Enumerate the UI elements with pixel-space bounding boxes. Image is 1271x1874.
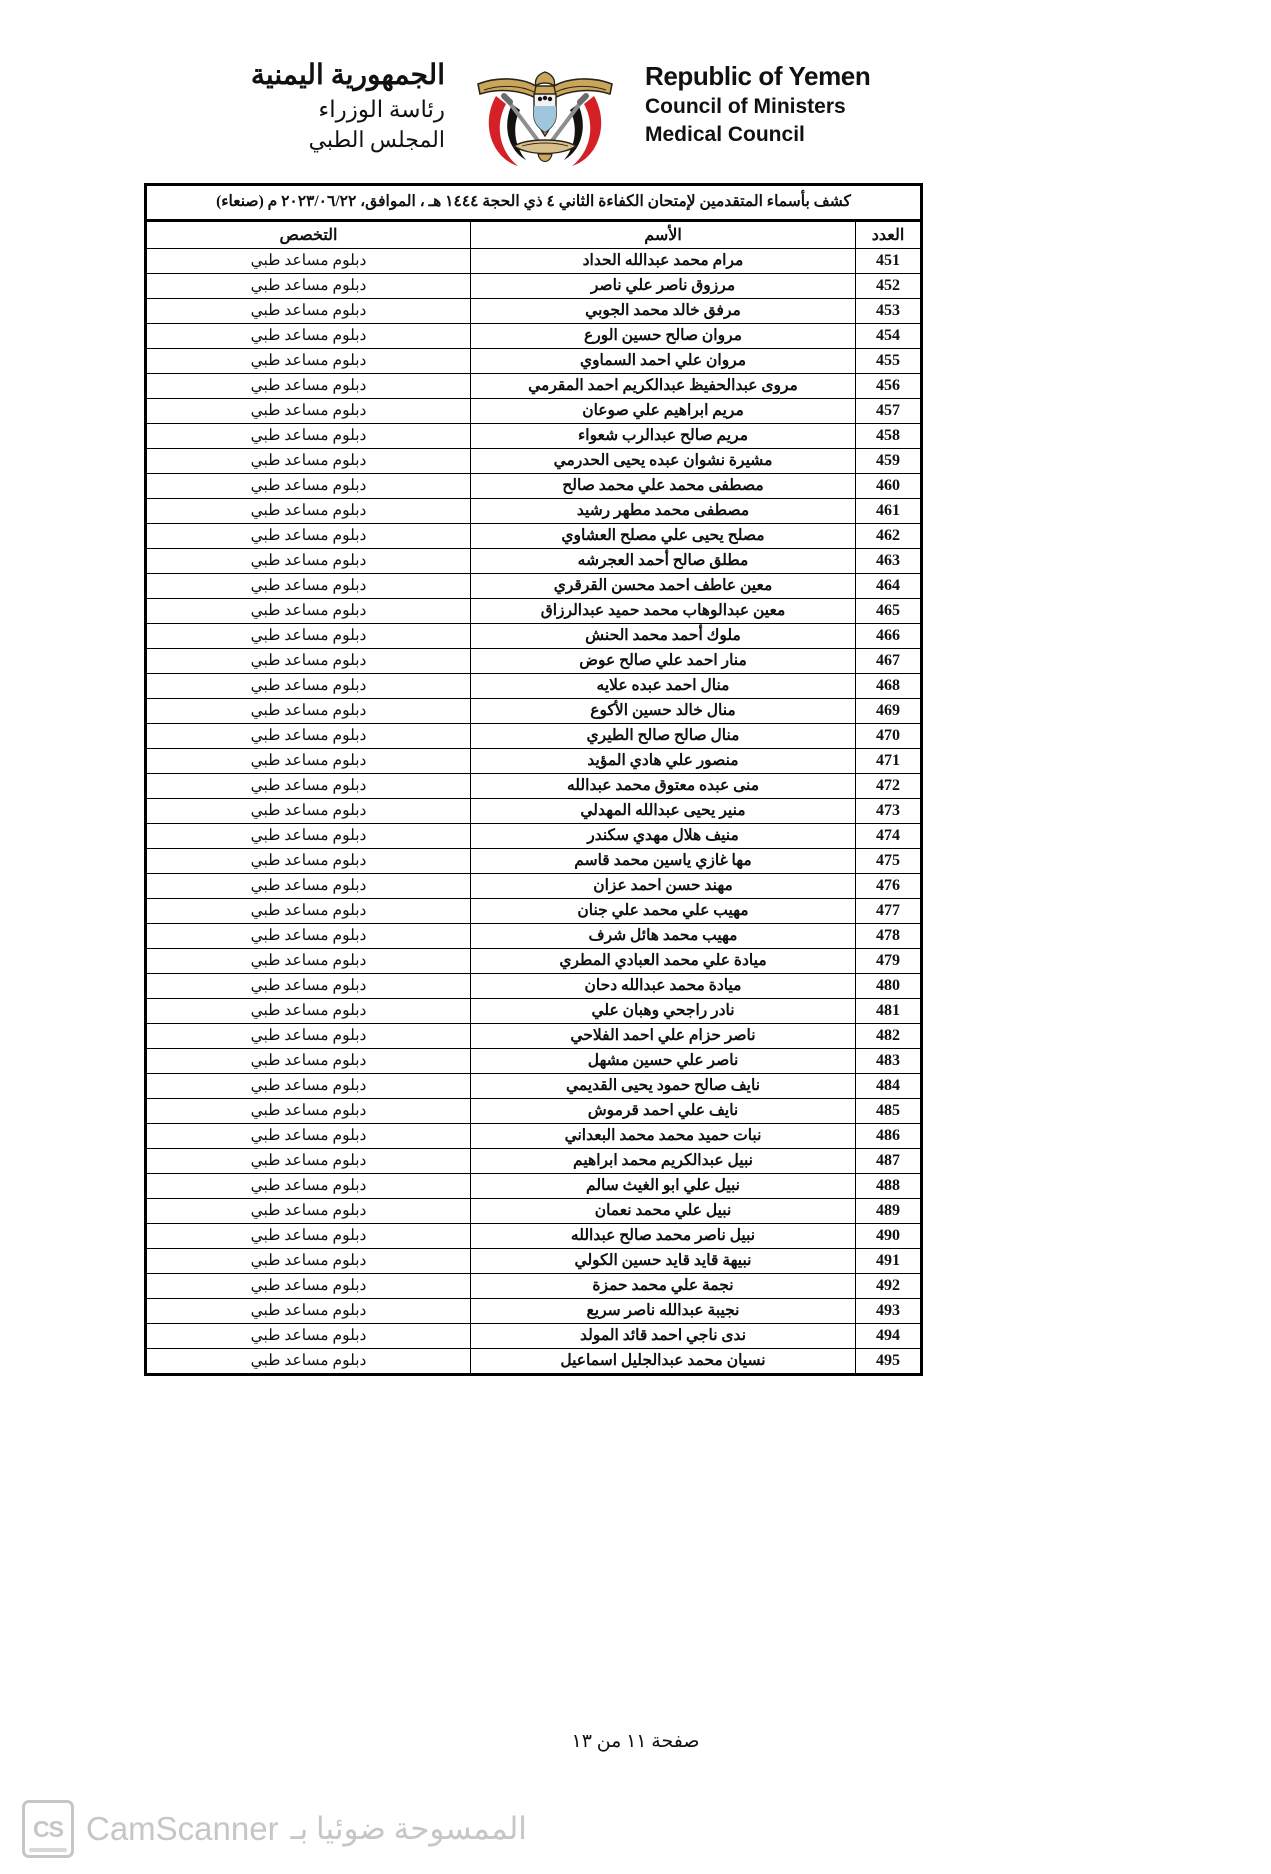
cell-name: منال صالح صالح الطيري xyxy=(471,724,856,749)
cell-specialty: دبلوم مساعد طبي xyxy=(146,274,471,299)
yemen-national-emblem-icon xyxy=(470,54,620,172)
table-row xyxy=(146,849,922,874)
cell-number: 489 xyxy=(856,1199,922,1224)
table-row xyxy=(146,274,922,299)
table-row xyxy=(146,1224,922,1249)
cell-specialty: دبلوم مساعد طبي xyxy=(146,1299,471,1324)
cell-name: مصطفى محمد علي محمد صالح xyxy=(471,474,856,499)
cell-name: مريم ابراهيم علي صوعان xyxy=(471,399,856,424)
table-row xyxy=(146,374,922,399)
cell-specialty: دبلوم مساعد طبي xyxy=(146,424,471,449)
cell-number: 470 xyxy=(856,724,922,749)
cell-specialty: دبلوم مساعد طبي xyxy=(146,899,471,924)
cell-specialty: دبلوم مساعد طبي xyxy=(146,249,471,274)
cell-number: 474 xyxy=(856,824,922,849)
cell-number: 454 xyxy=(856,324,922,349)
cell-number: 484 xyxy=(856,1074,922,1099)
camscanner-watermark xyxy=(22,1800,527,1858)
cell-number: 480 xyxy=(856,974,922,999)
table-row xyxy=(146,999,922,1024)
cell-specialty: دبلوم مساعد طبي xyxy=(146,374,471,399)
camscanner-arabic-text: الممسوحة ضوئيا بـ xyxy=(290,1811,527,1846)
cell-name: مروى عبدالحفيظ عبدالكريم احمد المقرمي xyxy=(471,374,856,399)
table-row xyxy=(146,774,922,799)
table-row xyxy=(146,749,922,774)
cell-name: مروان علي احمد السماوي xyxy=(471,349,856,374)
cell-specialty: دبلوم مساعد طبي xyxy=(146,799,471,824)
cell-specialty: دبلوم مساعد طبي xyxy=(146,349,471,374)
cell-number: 476 xyxy=(856,874,922,899)
table-row xyxy=(146,1199,922,1224)
cell-name: نبيهة قايد قايد حسين الكولي xyxy=(471,1249,856,1274)
cell-name: معين عبدالوهاب محمد حميد عبدالرزاق xyxy=(471,599,856,624)
cell-specialty: دبلوم مساعد طبي xyxy=(146,1224,471,1249)
cell-name: نجيبة عبدالله ناصر سريع xyxy=(471,1299,856,1324)
cell-number: 479 xyxy=(856,949,922,974)
cell-number: 487 xyxy=(856,1149,922,1174)
cell-specialty: دبلوم مساعد طبي xyxy=(146,599,471,624)
cell-name: مهيب محمد هائل شرف xyxy=(471,924,856,949)
cell-number: 460 xyxy=(856,474,922,499)
table-row xyxy=(146,924,922,949)
table-row xyxy=(146,1074,922,1099)
cell-name: نبيل عبدالكريم محمد ابراهيم xyxy=(471,1149,856,1174)
table-row xyxy=(146,699,922,724)
table-row xyxy=(146,874,922,899)
cell-number: 483 xyxy=(856,1049,922,1074)
table-row xyxy=(146,474,922,499)
cell-name: مها غازي ياسين محمد قاسم xyxy=(471,849,856,874)
applicants-table xyxy=(144,183,923,1376)
table-row xyxy=(146,1149,922,1174)
cell-number: 490 xyxy=(856,1224,922,1249)
table-head xyxy=(146,221,922,249)
header-ar-line3: المجلس الطبي xyxy=(308,127,445,153)
cell-name: مرفق خالد محمد الجوبي xyxy=(471,299,856,324)
cell-specialty: دبلوم مساعد طبي xyxy=(146,524,471,549)
cell-name: نسيان محمد عبدالجليل اسماعيل xyxy=(471,1349,856,1375)
cell-name: نبيل ناصر محمد صالح عبدالله xyxy=(471,1224,856,1249)
cell-number: 467 xyxy=(856,649,922,674)
table-row xyxy=(146,899,922,924)
cell-specialty: دبلوم مساعد طبي xyxy=(146,699,471,724)
cell-specialty: دبلوم مساعد طبي xyxy=(146,1174,471,1199)
cell-number: 459 xyxy=(856,449,922,474)
table-row xyxy=(146,324,922,349)
cell-number: 458 xyxy=(856,424,922,449)
cell-name: ندى ناجي احمد قائد المولد xyxy=(471,1324,856,1349)
cell-name: نايف علي احمد قرموش xyxy=(471,1099,856,1124)
header-en-line3: Medical Council xyxy=(645,122,805,146)
cell-specialty: دبلوم مساعد طبي xyxy=(146,849,471,874)
table-row xyxy=(146,1049,922,1074)
table-row xyxy=(146,1174,922,1199)
cell-number: 451 xyxy=(856,249,922,274)
table-row xyxy=(146,424,922,449)
cell-number: 465 xyxy=(856,599,922,624)
cell-name: ناصر علي حسين مشهل xyxy=(471,1049,856,1074)
table-row xyxy=(146,1349,922,1375)
cell-specialty: دبلوم مساعد طبي xyxy=(146,549,471,574)
cell-name: منال احمد عبده علايه xyxy=(471,674,856,699)
cell-number: 471 xyxy=(856,749,922,774)
table-row xyxy=(146,1024,922,1049)
cell-number: 455 xyxy=(856,349,922,374)
table-title: كشف بأسماء المتقدمين لإمتحان الكفاءة الثاني ٤ ذي الحجة ١٤٤٤ هـ ، الموافق، ٢٠٢٣/٠٦/٢٢ م (صنعاء) xyxy=(144,183,923,219)
header-en-line2: Council of Ministers xyxy=(645,94,846,118)
cell-specialty: دبلوم مساعد طبي xyxy=(146,449,471,474)
cell-specialty: دبلوم مساعد طبي xyxy=(146,1124,471,1149)
cell-name: مصطفى محمد مطهر رشيد xyxy=(471,499,856,524)
cell-name: مشيرة نشوان عبده يحيى الحدرمي xyxy=(471,449,856,474)
cell-specialty: دبلوم مساعد طبي xyxy=(146,499,471,524)
cell-specialty: دبلوم مساعد طبي xyxy=(146,474,471,499)
cell-specialty: دبلوم مساعد طبي xyxy=(146,1324,471,1349)
cell-name: ميادة محمد عبدالله دحان xyxy=(471,974,856,999)
cell-specialty: دبلوم مساعد طبي xyxy=(146,749,471,774)
cell-specialty: دبلوم مساعد طبي xyxy=(146,724,471,749)
cell-name: منيف هلال مهدي سكندر xyxy=(471,824,856,849)
cell-specialty: دبلوم مساعد طبي xyxy=(146,999,471,1024)
cell-number: 482 xyxy=(856,1024,922,1049)
table-row xyxy=(146,399,922,424)
cell-number: 452 xyxy=(856,274,922,299)
cell-number: 473 xyxy=(856,799,922,824)
table-row xyxy=(146,599,922,624)
table-row xyxy=(146,949,922,974)
header-ar-line1: الجمهورية اليمنية xyxy=(250,60,445,91)
cell-name: نايف صالح حمود يحيى القديمي xyxy=(471,1074,856,1099)
column-header-number: العدد xyxy=(856,221,922,249)
cell-specialty: دبلوم مساعد طبي xyxy=(146,299,471,324)
cell-specialty: دبلوم مساعد طبي xyxy=(146,1274,471,1299)
cell-specialty: دبلوم مساعد طبي xyxy=(146,949,471,974)
table-row xyxy=(146,649,922,674)
cell-specialty: دبلوم مساعد طبي xyxy=(146,824,471,849)
cell-specialty: دبلوم مساعد طبي xyxy=(146,1199,471,1224)
table-row xyxy=(146,974,922,999)
cell-name: نبيل علي محمد نعمان xyxy=(471,1199,856,1224)
cell-name: معين عاطف احمد محسن القرقري xyxy=(471,574,856,599)
cell-number: 462 xyxy=(856,524,922,549)
cell-name: منار احمد علي صالح عوض xyxy=(471,649,856,674)
cell-number: 453 xyxy=(856,299,922,324)
cell-number: 492 xyxy=(856,1274,922,1299)
cell-specialty: دبلوم مساعد طبي xyxy=(146,649,471,674)
cell-specialty: دبلوم مساعد طبي xyxy=(146,774,471,799)
cell-number: 488 xyxy=(856,1174,922,1199)
cell-number: 477 xyxy=(856,899,922,924)
camscanner-logo-icon: CS xyxy=(22,1800,74,1858)
table-row xyxy=(146,674,922,699)
cell-number: 457 xyxy=(856,399,922,424)
cell-name: مريم صالح عبدالرب شعواء xyxy=(471,424,856,449)
cell-number: 478 xyxy=(856,924,922,949)
camscanner-brand-text: CamScanner xyxy=(86,1810,279,1847)
cell-name: مصلح يحيى علي مصلح العشاوي xyxy=(471,524,856,549)
table-row xyxy=(146,549,922,574)
cell-specialty: دبلوم مساعد طبي xyxy=(146,399,471,424)
cell-name: منى عبده معتوق محمد عبدالله xyxy=(471,774,856,799)
cell-name: مهيب علي محمد علي جنان xyxy=(471,899,856,924)
cell-number: 475 xyxy=(856,849,922,874)
cell-number: 469 xyxy=(856,699,922,724)
cell-name: ناصر حزام علي احمد الفلاحي xyxy=(471,1024,856,1049)
cell-specialty: دبلوم مساعد طبي xyxy=(146,874,471,899)
table-body xyxy=(146,249,922,1375)
cell-name: نبيل علي ابو الغيث سالم xyxy=(471,1174,856,1199)
cell-number: 485 xyxy=(856,1099,922,1124)
cell-specialty: دبلوم مساعد طبي xyxy=(146,1349,471,1375)
table-row xyxy=(146,449,922,474)
cell-name: مرام محمد عبدالله الحداد xyxy=(471,249,856,274)
cell-specialty: دبلوم مساعد طبي xyxy=(146,924,471,949)
table-row xyxy=(146,724,922,749)
column-header-specialty: التخصص xyxy=(146,221,471,249)
cell-name: ملوك أحمد محمد الحنش xyxy=(471,624,856,649)
page-footer: صفحة ١١ من ١٣ xyxy=(571,1731,700,1752)
table-row xyxy=(146,1124,922,1149)
cell-number: 466 xyxy=(856,624,922,649)
header-english-block xyxy=(645,52,945,149)
table-row xyxy=(146,299,922,324)
header-arabic-block xyxy=(145,52,445,155)
cell-number: 463 xyxy=(856,549,922,574)
cell-number: 464 xyxy=(856,574,922,599)
cell-number: 456 xyxy=(856,374,922,399)
cell-specialty: دبلوم مساعد طبي xyxy=(146,1099,471,1124)
table-row xyxy=(146,1249,922,1274)
table-row xyxy=(146,1299,922,1324)
table-row xyxy=(146,499,922,524)
cell-specialty: دبلوم مساعد طبي xyxy=(146,574,471,599)
cell-name: منال خالد حسين الأكوع xyxy=(471,699,856,724)
cell-specialty: دبلوم مساعد طبي xyxy=(146,624,471,649)
table-row xyxy=(146,624,922,649)
table-row xyxy=(146,249,922,274)
cell-number: 494 xyxy=(856,1324,922,1349)
cell-name: مرزوق ناصر علي ناصر xyxy=(471,274,856,299)
cell-number: 486 xyxy=(856,1124,922,1149)
cell-number: 495 xyxy=(856,1349,922,1375)
cell-name: نجمة علي محمد حمزة xyxy=(471,1274,856,1299)
table-row xyxy=(146,824,922,849)
cell-name: مهند حسن احمد عزان xyxy=(471,874,856,899)
cell-specialty: دبلوم مساعد طبي xyxy=(146,1074,471,1099)
cell-name: منير يحيى عبدالله المهدلي xyxy=(471,799,856,824)
cell-number: 493 xyxy=(856,1299,922,1324)
table-row xyxy=(146,1274,922,1299)
cell-number: 481 xyxy=(856,999,922,1024)
applicants-table-container xyxy=(147,183,923,1376)
cell-number: 468 xyxy=(856,674,922,699)
table-row xyxy=(146,524,922,549)
cell-specialty: دبلوم مساعد طبي xyxy=(146,674,471,699)
cell-number: 461 xyxy=(856,499,922,524)
cell-name: ميادة علي محمد العبادي المطري xyxy=(471,949,856,974)
cell-number: 472 xyxy=(856,774,922,799)
cell-name: مطلق صالح أحمد العجرشه xyxy=(471,549,856,574)
cell-name: منصور علي هادي المؤيد xyxy=(471,749,856,774)
cell-name: مروان صالح حسين الورع xyxy=(471,324,856,349)
table-header-row xyxy=(146,221,922,249)
cell-specialty: دبلوم مساعد طبي xyxy=(146,1149,471,1174)
cell-number: 491 xyxy=(856,1249,922,1274)
cell-specialty: دبلوم مساعد طبي xyxy=(146,1024,471,1049)
cell-specialty: دبلوم مساعد طبي xyxy=(146,974,471,999)
table-row xyxy=(146,574,922,599)
header-en-line1: Republic of Yemen xyxy=(645,61,871,91)
cell-name: نادر راجحي وهبان علي xyxy=(471,999,856,1024)
table-row xyxy=(146,1324,922,1349)
cell-specialty: دبلوم مساعد طبي xyxy=(146,324,471,349)
table-row xyxy=(146,349,922,374)
cell-specialty: دبلوم مساعد طبي xyxy=(146,1249,471,1274)
table-row xyxy=(146,1099,922,1124)
cell-name: نبات حميد محمد محمد البعداني xyxy=(471,1124,856,1149)
column-header-name: الأسم xyxy=(471,221,856,249)
document-header xyxy=(145,52,945,177)
table-row xyxy=(146,799,922,824)
header-ar-line2: رئاسة الوزراء xyxy=(318,97,445,123)
cell-specialty: دبلوم مساعد طبي xyxy=(146,1049,471,1074)
